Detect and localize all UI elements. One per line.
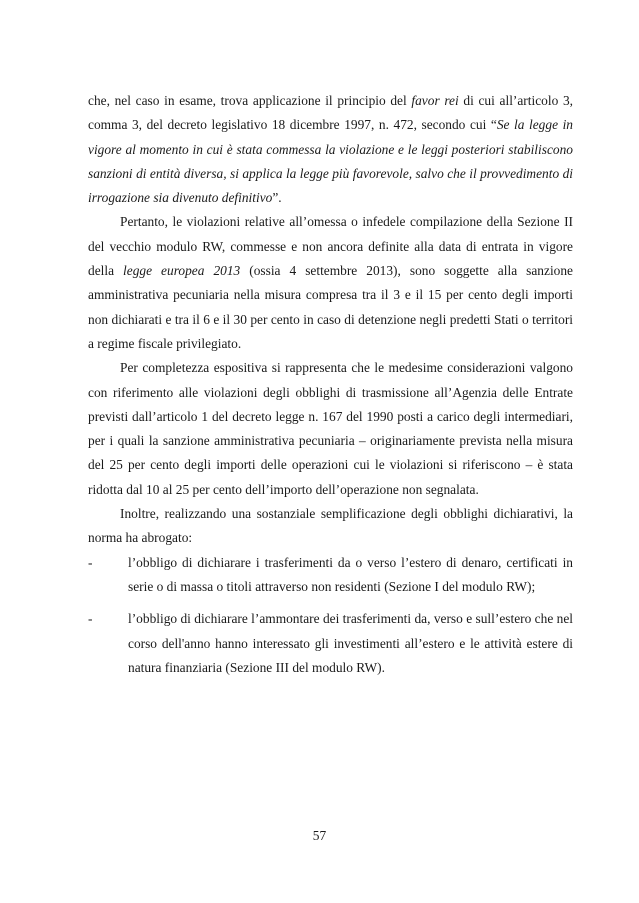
paragraph-completezza: Per completezza espositiva si rappresenta che le medesime considerazioni valgono con riferimento alle violazioni degli obblighi di trasmissione all’Agenzia delle Entrate previsti dall’articolo 1 del decreto legge n. 167 del 1990 posti a carico degli intermediari, per i quali la sanzione amministrativa pecuniaria – originariamente prevista nella misura del 25 per cento degli importi delle operazioni cui le violazioni si riferiscono – è stata ridotta dal 10 al 25 per cento dell’importo dell’operazione non segnalata. [88, 360, 573, 497]
abrogated-obligations-list [88, 551, 573, 680]
text-run: di cui all’articolo 3, comma 3, del decreto legislativo 18 dicembre 1997, n. 472, secondo cui “ [88, 93, 573, 133]
paragraph-violazioni [88, 210, 573, 356]
list-item-text: l’obbligo di dichiarare l’ammontare dei trasferimenti da, verso e sull’estero che nel corso dell'anno hanno interessato gli investimenti all’estero e le attività estere di natura finanziaria (Sezione III del modulo RW). [128, 611, 573, 675]
paragraph-favor-rei [88, 89, 573, 210]
document-body [88, 89, 573, 688]
text-run: (ossia 4 settembre 2013), sono soggette alla sanzione amministrativa pecuniaria nella misura compresa tra il 3 e il 15 per cento degli importi non dichiarati e tra il 6 e il 30 per cento in caso di detenzione negli predetti Stati o territori a regime fiscale privilegiato. [88, 263, 573, 351]
italic-quote: Se la legge in vigore al momento in cui è stata commessa la violazione e le leggi posteriori stabiliscono sanzioni di entità diversa, si applica la legge più favorevole, salvo che il provvedimento di irrogazione sia divenuto definitivo [88, 117, 574, 206]
page-number: 57 [312, 828, 327, 843]
list-item [88, 607, 573, 680]
italic-text-run: legge europea 2013 [123, 263, 241, 279]
italic-text-run: favor rei [411, 93, 459, 108]
paragraph-semplificazione: Inoltre, realizzando una sostanziale semplificazione degli obblighi dichiarativi, la norma ha abrogato: [88, 506, 573, 546]
list-marker: - [88, 554, 93, 570]
list-item-text: l’obbligo di dichiarare i trasferimenti da o verso l’estero di denaro, certificati in serie o di massa o titoli attraverso non residenti (Sezione I del modulo RW); [128, 554, 573, 594]
text-run: Pertanto, le violazioni relative all’omessa o infedele compilazione della Sezione II del vecchio modulo RW, commesse e non ancora definite alla data di entrata in vigore della [88, 214, 573, 279]
text-run: ”. [272, 190, 282, 206]
list-marker: - [88, 611, 93, 627]
list-item [88, 551, 573, 600]
text-run: che, nel caso in esame, trova applicazione il principio del [88, 93, 412, 108]
